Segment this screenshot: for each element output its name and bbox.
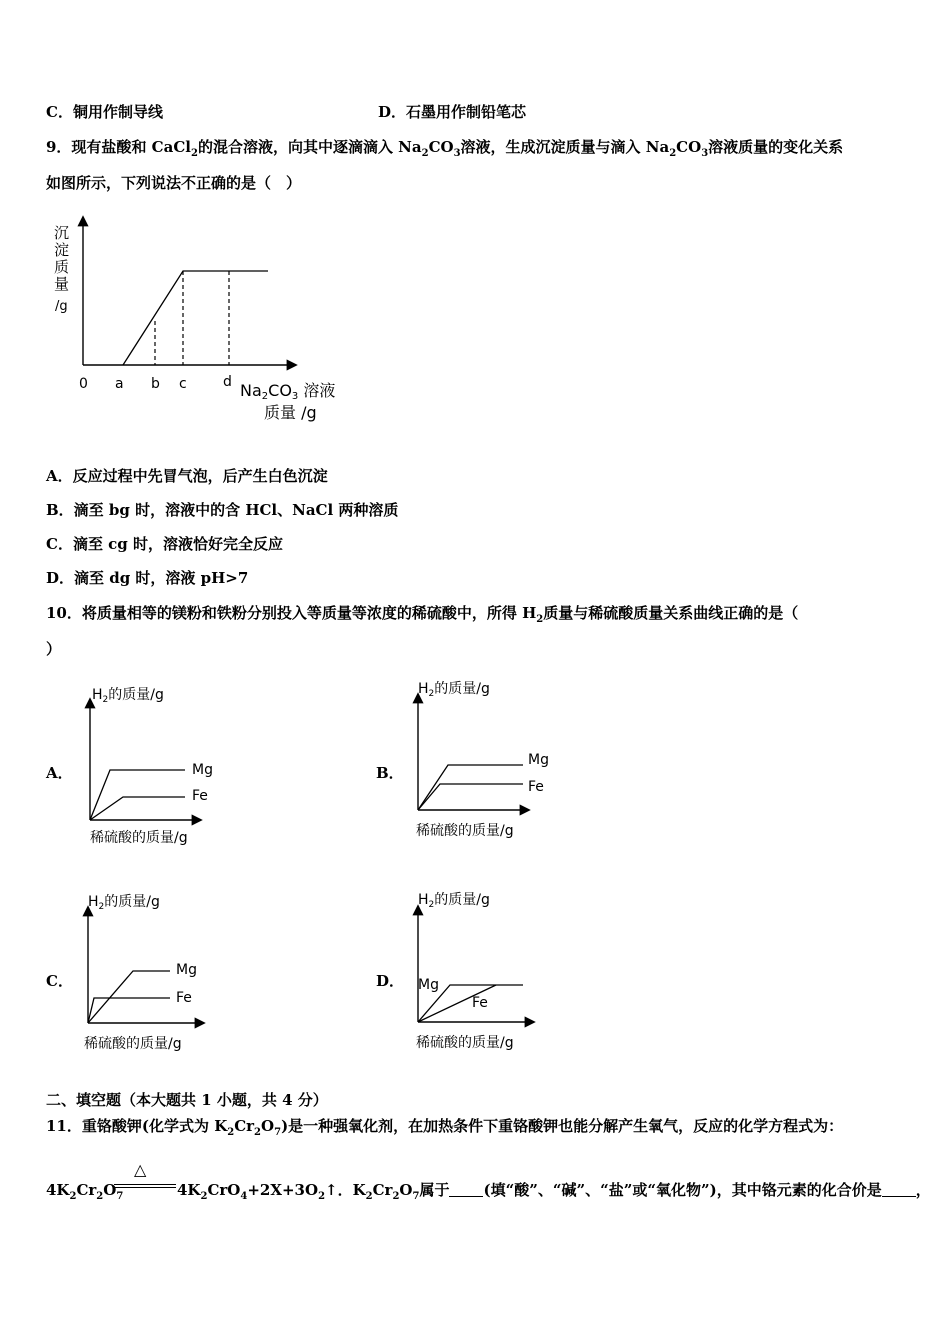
- tick-label-b: b: [151, 376, 160, 392]
- xlabel: 稀硫酸的质量/g: [90, 830, 188, 846]
- mg-curve: [90, 770, 185, 820]
- fe-label: Fe: [176, 990, 192, 1006]
- q11-stem-line1: 11．重铬酸钾(化学式为 $K_2Cr_2O_7$)是一种强氧化剂，在加热条件下重铬酸钾也能分解产生氧气，反应的化学方程式为：: [46, 1117, 844, 1138]
- ylabel: $H_2$的质量/g: [92, 687, 164, 705]
- ylabel-char: 淀: [54, 241, 70, 259]
- q10-stem-line1: 10．将质量相等的镁粉和铁粉分别投入等质量等浓度的稀硫酸中，所得 $H_2$质量与稀硫酸质量关系曲线正确的是（: [46, 604, 799, 625]
- answer-blank-1[interactable]: [449, 1182, 483, 1197]
- tick-label-d: d: [223, 374, 232, 390]
- equation-bar-top: [114, 1184, 176, 1185]
- q9-option-a: A．反应过程中先冒气泡，后产生白色沉淀: [46, 467, 328, 485]
- ylabel-char: 质: [54, 258, 70, 276]
- option-d-prev: D．石墨用作制铅笔芯: [378, 103, 527, 121]
- q9-stem-line2: 如图所示，下列说法不正确的是（ ）: [46, 174, 302, 192]
- q10-graph-c: [78, 885, 258, 1060]
- xlabel-line1: Na2CO3 溶液: [240, 381, 336, 402]
- fe-label: Fe: [528, 779, 544, 795]
- q9-precipitate-graph: [40, 210, 370, 430]
- xlabel: 稀硫酸的质量/g: [84, 1036, 182, 1052]
- mg-label: Mg: [418, 977, 439, 993]
- fe-curve: [88, 998, 170, 1023]
- answer-blank-2[interactable]: [882, 1182, 916, 1197]
- q10-graph-b: [408, 675, 588, 850]
- mg-curve: [88, 971, 170, 1023]
- q9-option-d: D．滴至 dg 时，溶液 pH>7: [46, 569, 249, 587]
- heat-symbol: △: [134, 1160, 147, 1179]
- origin-label: 0: [79, 376, 88, 392]
- fe-label: Fe: [192, 788, 208, 804]
- tick-label-a: a: [115, 376, 124, 392]
- q9-option-b: B．滴至 bg 时，溶液中的含 HCl、NaCl 两种溶质: [46, 501, 399, 519]
- xlabel: 稀硫酸的质量/g: [416, 1035, 514, 1051]
- xlabel: 稀硫酸的质量/g: [416, 823, 514, 839]
- q10-label-a: A．: [46, 764, 73, 782]
- q10-label-d: D．: [376, 972, 405, 990]
- ylabel: $H_2$的质量/g: [418, 681, 490, 699]
- q10-graph-a: [80, 680, 260, 855]
- option-c-prev: C．铜用作制导线: [46, 103, 163, 121]
- equation-bar-bottom: [114, 1187, 176, 1188]
- ylabel-char: 量: [54, 275, 70, 293]
- q10-graph-d: [408, 885, 588, 1060]
- fe-curve: [90, 797, 185, 820]
- q10-label-c: C．: [46, 972, 73, 990]
- precipitate-curve: [123, 271, 268, 365]
- heat-condition: [114, 1160, 176, 1200]
- q11-equation-right: $4K_2CrO_4+2X+3O_2↑$．$K_2Cr_2O_7$属于 (填“酸”、“碱”、“盐”或“氧化物”)，其中铬元素的化合价是 ，: [177, 1181, 931, 1202]
- q11-equation-left: $4K_2Cr_2O_7$: [46, 1181, 124, 1202]
- ylabel: $H_2$的质量/g: [418, 892, 490, 910]
- mg-label: Mg: [176, 962, 197, 978]
- q10-stem-line2: ）: [46, 640, 62, 658]
- tick-label-c: c: [179, 376, 187, 392]
- section-title: 二、填空题（本大题共 1 小题，共 4 分）: [46, 1091, 328, 1109]
- mg-label: Mg: [528, 752, 549, 768]
- ylabel: $H_2$的质量/g: [88, 894, 160, 912]
- q9-option-c: C．滴至 cg 时，溶液恰好完全反应: [46, 535, 284, 553]
- ylabel-char: 沉: [54, 224, 70, 242]
- mg-curve: [418, 765, 523, 810]
- q10-label-b: B．: [376, 764, 404, 782]
- ylabel-unit: /g: [55, 299, 68, 314]
- q9-stem-line1: 9．现有盐酸和 CaCl$_2$的混合溶液，向其中逐滴滴入 $Na_2CO_3$溶液，生成沉淀质量与滴入 $Na_2CO_3$溶液质量的变化关系: [46, 138, 844, 159]
- mg-label: Mg: [192, 762, 213, 778]
- fe-label: Fe: [472, 995, 488, 1011]
- xlabel-line2: 质量 /g: [264, 403, 317, 422]
- fe-curve: [418, 784, 523, 810]
